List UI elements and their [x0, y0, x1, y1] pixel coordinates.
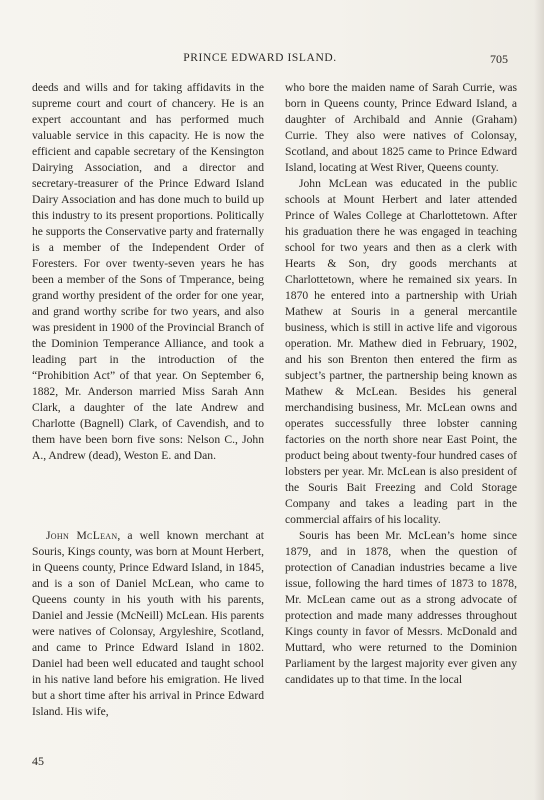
- right-paragraph-1: who bore the maiden name of Sarah Currie, was born in Queens county, Prince Edward Island, a daughter of Archibald and Annie (Graham) Currie. They also were natives of Colonsay, Scotland, and about 1825 came to Prince Edward Island, locating at West River, Queens county.: [285, 81, 517, 174]
- left-column: [32, 80, 264, 720]
- right-paragraph-2: John McLean was educated in the public schools at Mount Herbert and later attended Prince of Wales College at Charlottetown. After his graduation there he was engaged in teaching school for two years and then as a clerk with Hearts & Son, dry goods merchants at Charlottetown, where he remained six years. In 1870 he entered into a partnership with Uriah Mathew at Souris in a general mercantile business, which is still in active life and vigorous operation. Mr. Mathew died in February, 1902, and his son Brenton then entered the firm as subject’s partner, the partnership being known as Mathew & McLean. Besides his general merchandising business, Mr. McLean owns and operates successfully three lobster canning factories on the north shore near East Point, the product being about twenty-four hundred cases of lobsters per year. Mr. McLean is also president of the Souris Bait Freezing and Cold Storage Company and takes a leading part in the commercial affairs of his locality.: [285, 177, 517, 526]
- section-break: [32, 464, 264, 528]
- right-paragraph-3: Souris has been Mr. McLean’s home since 1879, and in 1878, when the question of protection of Canadian industries became a live issue, following the hard times of 1873 to 1878, Mr. McLean came out as a strong advocate of protection and made many addresses throughout Kings county in favor of Messrs. McDonald and Muttard, who were returned to the Dominion Parliament by the largest majority ever given any candidates up to that time. In the local: [285, 529, 517, 686]
- paragraph-body: , a well known merchant at Souris, Kings county, was born at Mount Herbert, in Queens county, Prince Edward Island, in 1845, and is a son of Daniel McLean, who came to Queens county in his youth with his parents, Daniel and Jessie (McNeill) McLean. His parents were natives of Colonsay, Argyleshire, Scotland, and came to Prince Edward Island in 1802. Daniel had been well educated and taught school in his native land before his emigration. He lived but a short time after his arrival in Prince Edward Island. His wife,: [32, 529, 264, 718]
- left-paragraph-john-mclean: [32, 528, 264, 720]
- subject-name: John McLean: [46, 529, 118, 542]
- folio-number: 45: [32, 754, 44, 768]
- running-head: [0, 52, 544, 68]
- running-title: PRINCE EDWARD ISLAND.: [183, 52, 337, 64]
- left-paragraph-continued: deeds and wills and for taking affidavits in the supreme court and court of chancery. He is an expert accountant and has performed much valuable service in this capacity. He is now the efficient and capable secretary of the Kensington Dairying Association, and a director and secretary-treasurer of the Prince Edward Island Dairy Association and has done much to build up this industry to its present proportions. Politically he supports the Conservative party and fraternally is a member of the Independent Order of Foresters. For over twenty-seven years he has been a member of the Sons of Tmperance, being grand worthy president of the order for one year, and grand worthy scribe for two years, and also was president in 1900 of the Provincial Branch of the Dominion Temperance Alliance, and took a leading part in the introduction of the “Prohibition Act” of that year. On September 6, 1882, Mr. Anderson married Miss Sarah Ann Clark, a daughter of the late Andrew and Charlotte (Bagnell) Clark, of Cavendish, and to them have been born five sons: Nelson C., John A., Andrew (dead), Weston E. and Dan.: [32, 81, 264, 462]
- right-column: [285, 80, 517, 688]
- page-edge-shadow: [534, 0, 544, 800]
- page-number: 705: [490, 52, 508, 66]
